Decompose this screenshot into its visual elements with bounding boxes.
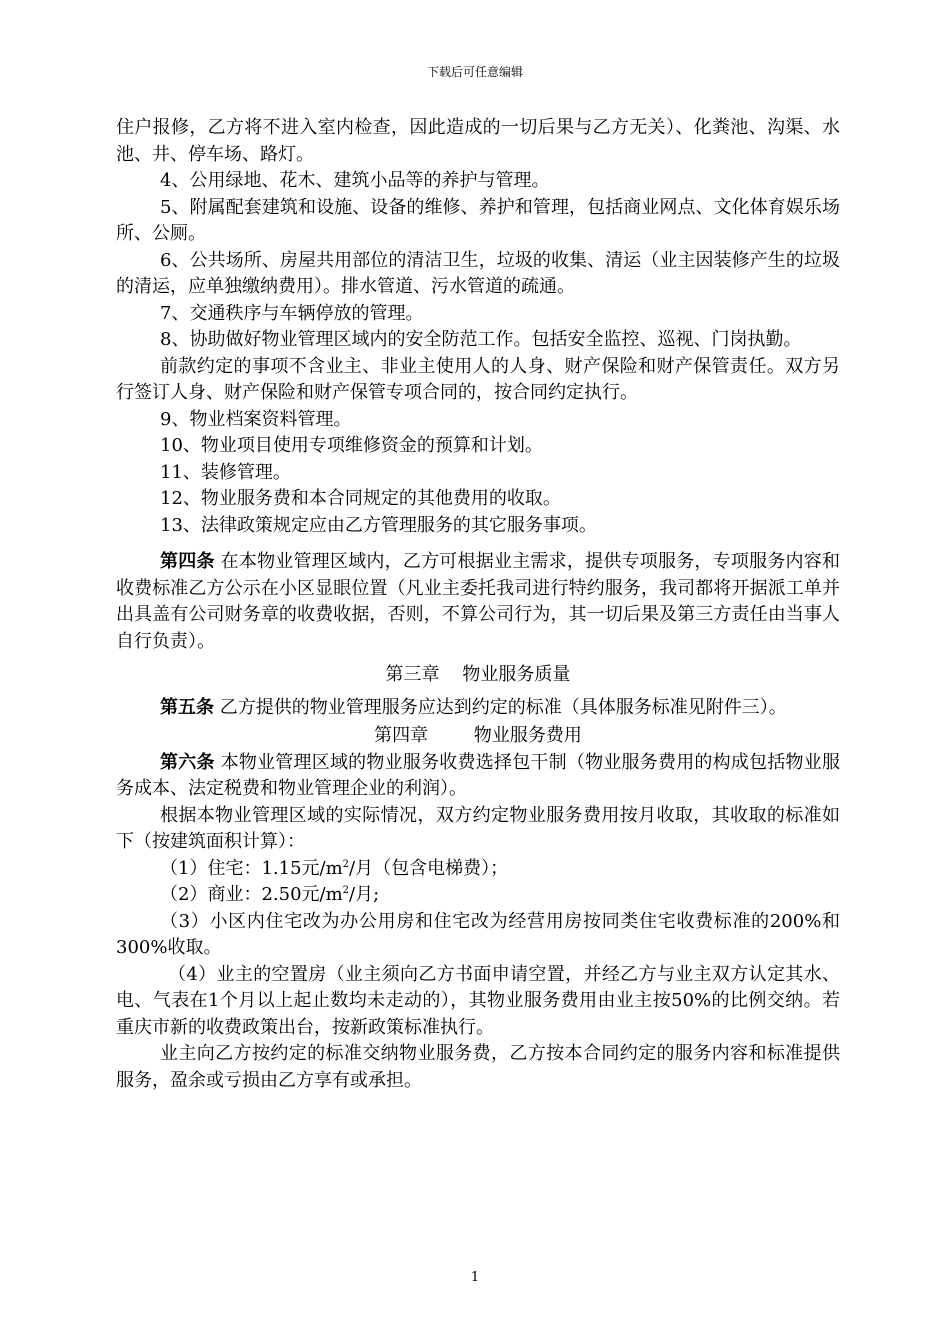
paragraph: 根据本物业管理区域的实际情况，双方约定物业服务费用按月收取，其收取的标准如下（按建筑面积计算）： xyxy=(116,804,840,852)
page-number: 1 xyxy=(470,1270,480,1285)
paragraph: 7、交通秩序与车辆停放的管理。 xyxy=(160,302,424,324)
paragraph: 6、公共场所、房屋共用部位的清洁卫生，垃圾的收集、清运（业主因装修产生的垃圾的清运，应单独缴纳费用）。排水管道、污水管道的疏通。 xyxy=(116,249,840,297)
paragraph: 4、公用绿地、花木、建筑小品等的养护与管理。 xyxy=(160,170,550,191)
paragraph: 业主向乙方按约定的标准交纳物业服务费，乙方按本合同约定的服务内容和标准提供服务，盈余或亏损由乙方享有或承担。 xyxy=(116,1043,840,1091)
fee-item-residential: （1）住宅：1.15元$/m^2/$月（包含电梯费）； xyxy=(160,857,509,879)
page-header: 下载后可任意编辑 xyxy=(426,65,523,79)
chapter-heading: 第三章 物业服务质量 xyxy=(385,664,571,685)
article-text: 乙方提供的物业管理服务应达到约定的标准（具体服务标准见附件三）。 xyxy=(214,697,787,718)
paragraph: 10、物业项目使用专项维修资金的预算和计划。 xyxy=(160,435,543,456)
fee-item-office: （3）小区内住宅改为办公用房和住宅改为经营用房按同类住宅收费标准的200%和300%收取。 xyxy=(116,910,840,958)
paragraph: 住户报修，乙方将不进入室内检查，因此造成的一切后果与乙方无关）、化粪池、沟渠、水池、井、停车场、路灯。 xyxy=(116,117,840,165)
article-text: 本物业管理区域的物业服务收费选择包干制（物业服务费用的构成包括物业服务成本、法定税费和物业管理企业的利润）。 xyxy=(116,751,840,799)
article-label: 第五条 xyxy=(160,697,214,718)
article-5 xyxy=(116,695,840,722)
paragraph: 前款约定的事项不含业主、非业主使用人的人身、财产保险和财产保管责任。双方另行签订人身、财产保险和财产保管专项合同的，按合同约定执行。 xyxy=(116,355,840,403)
fee-item-commercial: （2）商业：2.50元$/m^2/$月; xyxy=(160,884,380,905)
article-6 xyxy=(116,750,840,803)
paragraph: 11、装修管理。 xyxy=(160,461,291,483)
paragraph: 13、法律政策规定应由乙方管理服务的其它服务事项。 xyxy=(160,514,597,536)
article-label: 第六条 xyxy=(160,751,215,773)
paragraph: 8、协助做好物业管理区域内的安全防范工作。包括安全监控、巡视、门岗执勤。 xyxy=(160,329,802,350)
article-text: 在本物业管理区域内，乙方可根据业主需求，提供专项服务，专项服务内容和收费标准乙方公示在小区显眼位置（凡业主委托我司进行特约服务，我司都将开据派工单并出具盖有公司财务章的收费收据，否则，不算公司行为，其一切后果及第三方责任由当事人自行负责）。 xyxy=(116,551,840,652)
article-label: 第四条 xyxy=(160,551,215,572)
paragraph: 12、物业服务费和本合同规定的其他费用的收取。 xyxy=(160,488,561,509)
fee-item-vacant: （4）业主的空置房（业主须向乙方书面申请空置，并经乙方与业主双方认定其水、电、气表在1个月以上起止数均未走动的），其物业服务费用由业主按50%的比例交纳。若重庆市新的收费政策出台，按新政策标准执行。 xyxy=(116,963,840,1038)
document-body xyxy=(116,115,840,1094)
chapter-heading: 第四章 物业服务费用 xyxy=(374,724,582,746)
article-4 xyxy=(116,549,840,655)
paragraph: 5、附属配套建筑和设施、设备的维修、养护和管理，包括商业网点、文化体育娱乐场所、公厕。 xyxy=(116,196,840,244)
paragraph: 9、物业档案资料管理。 xyxy=(160,408,352,430)
